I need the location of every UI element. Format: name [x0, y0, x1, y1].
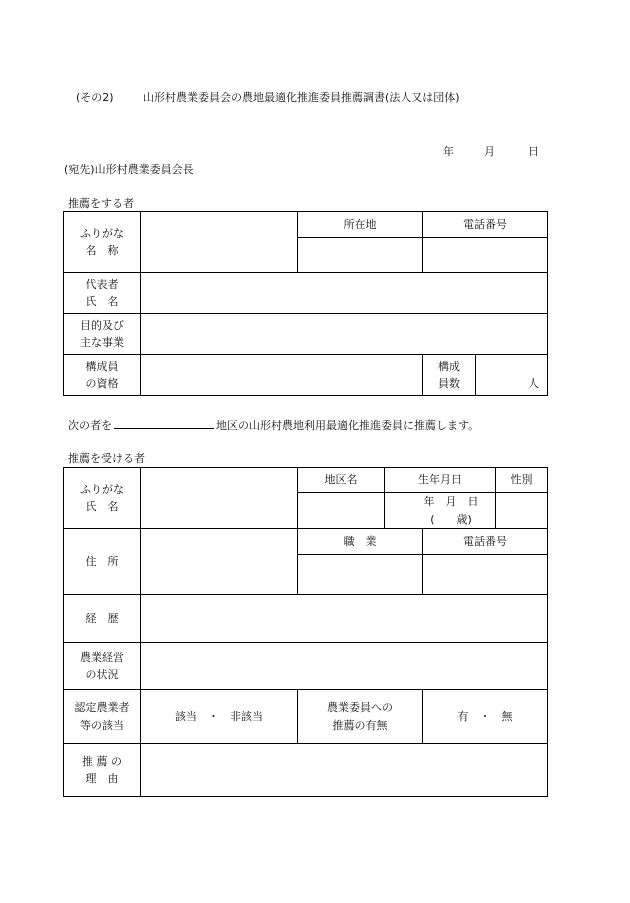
recommendee-name-field[interactable]: [141, 468, 298, 529]
occupation-header: 職 業: [298, 529, 423, 555]
career-label: 経 歴: [64, 595, 141, 643]
recommender-name-field[interactable]: [141, 212, 298, 273]
age-field: ( 歳): [430, 512, 472, 526]
reason-label-line1: 推 薦 の: [82, 754, 122, 768]
recommendee-phone-field[interactable]: [423, 555, 548, 595]
representative-label: [64, 273, 141, 314]
sentence-prefix: 次の者を: [68, 419, 112, 432]
purpose-field[interactable]: [141, 314, 548, 355]
date-month-label: 月: [484, 145, 495, 158]
district-blank-field[interactable]: [114, 418, 214, 429]
district-field[interactable]: [298, 493, 385, 529]
representative-label-line2: 氏 名: [85, 295, 119, 308]
member-count-line2: 員数: [438, 377, 460, 390]
phone-header: 電話番号: [423, 212, 548, 238]
furigana-label: ふりがな: [80, 226, 124, 240]
phone-header: 電話番号: [423, 529, 548, 555]
sex-header: 性別: [496, 468, 548, 493]
member-qualification-line1: 構成員: [85, 359, 119, 373]
recommender-table: [63, 211, 548, 396]
name-label: 名 称: [85, 244, 119, 257]
address-label: 住 所: [64, 529, 141, 595]
sentence-suffix: 地区の山形村農地利用最適化推進委員に推薦します。: [216, 419, 480, 432]
address-header: 所在地: [298, 212, 423, 238]
page-title: 山形村農業委員会の農地最適化推進委員推薦調書(法人又は団体): [143, 91, 460, 104]
certified-farmer-choice[interactable]: 該当 ・ 非該当: [141, 690, 298, 744]
purpose-label-line1: 目的及び: [80, 318, 124, 332]
date-year-label: 年: [443, 145, 454, 158]
committee-recommendation-line2: 推薦の有無: [332, 718, 388, 732]
representative-label-line1: 代表者: [85, 277, 119, 291]
member-count-field[interactable]: [476, 355, 548, 396]
recommendation-sentence: [68, 418, 479, 431]
committee-recommendation-line1: 農業委員への: [327, 701, 393, 715]
member-qualification-label: [64, 355, 141, 396]
sex-field[interactable]: [496, 493, 548, 529]
date-day-label: 日: [528, 145, 539, 158]
career-field[interactable]: [141, 595, 548, 643]
member-count-unit: 人: [528, 376, 539, 390]
farm-management-line1: 農業経営: [80, 650, 124, 664]
recommendation-reason-field[interactable]: [141, 744, 548, 797]
member-qualification-line2: の資格: [85, 377, 119, 390]
committee-recommendation-choice[interactable]: 有 ・ 無: [423, 690, 548, 744]
recommendee-table: [63, 467, 548, 797]
member-count-label: [423, 355, 476, 396]
recommendation-reason-label: [64, 744, 141, 797]
addressee: (宛先)山形村農業委員会長: [64, 163, 194, 176]
furigana-label: ふりがな: [80, 482, 124, 496]
certified-farmer-line1: 認定農業者: [74, 701, 130, 715]
certified-farmer-label: [64, 690, 141, 744]
farm-management-label: [64, 643, 141, 690]
recommendee-name-label: [64, 468, 141, 529]
member-count-line1: 構成: [438, 359, 460, 373]
committee-recommendation-label: [298, 690, 423, 744]
recommender-section-label: 推薦をする者: [68, 197, 134, 210]
name-label: 氏 名: [85, 500, 119, 513]
farm-management-field[interactable]: [141, 643, 548, 690]
recommendee-section-label: 推薦を受ける者: [68, 452, 145, 465]
farm-management-line2: の状況: [85, 668, 119, 681]
form-number-label: (その2): [76, 91, 114, 104]
purpose-label-line2: 主な事業: [80, 336, 124, 349]
recommender-name-label: [64, 212, 141, 273]
recommender-phone-field[interactable]: [423, 238, 548, 273]
birthdate-header: 生年月日: [385, 468, 496, 493]
purpose-label: [64, 314, 141, 355]
birthdate-ymd: 年 月 日: [423, 495, 479, 509]
reason-label-line2: 理 由: [85, 772, 119, 785]
birthdate-field[interactable]: [385, 493, 496, 529]
recommendee-address-field[interactable]: [141, 529, 298, 595]
member-qualification-field[interactable]: [141, 355, 423, 396]
occupation-field[interactable]: [298, 555, 423, 595]
representative-name-field[interactable]: [141, 273, 548, 314]
recommender-address-field[interactable]: [298, 238, 423, 273]
certified-farmer-line2: 等の該当: [80, 718, 124, 732]
district-header: 地区名: [298, 468, 385, 493]
